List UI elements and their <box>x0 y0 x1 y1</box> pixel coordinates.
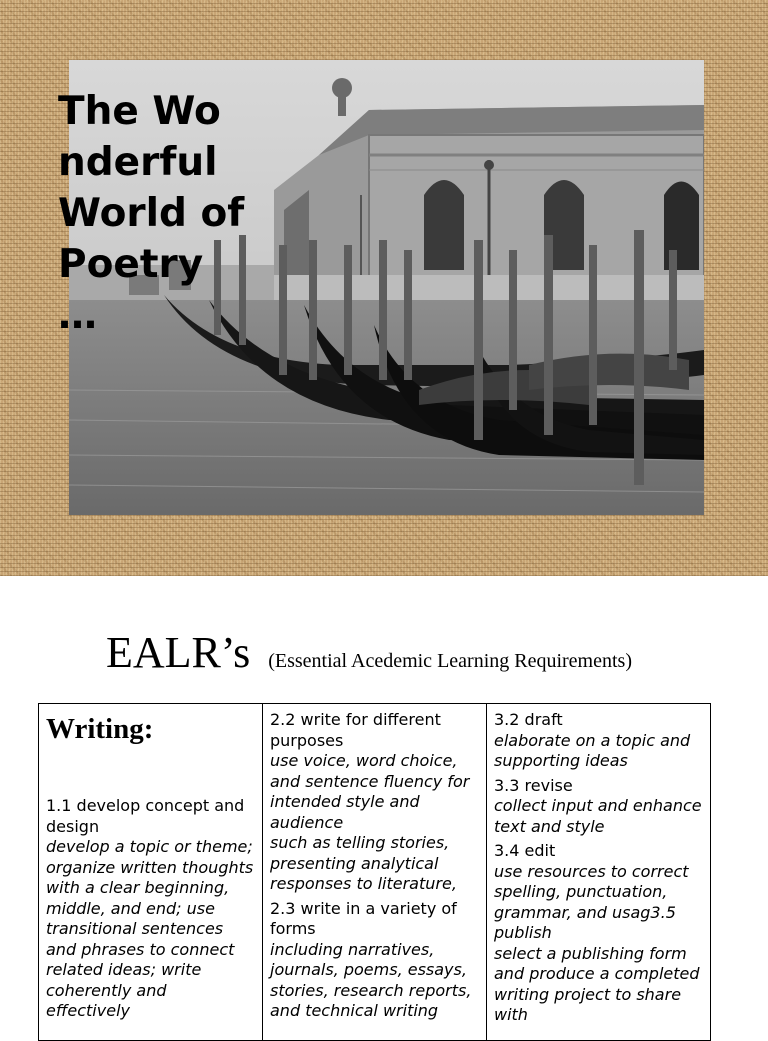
requirement-description: develop a topic or theme; organize written thoughts with a clear beginning, middle, and end; use transitional sentences and phrases to connect related ideas; write coherently and effectively <box>46 837 254 1020</box>
purposes-column <box>263 704 487 1041</box>
requirement-item <box>270 710 479 895</box>
requirement-item <box>494 710 703 772</box>
table-row <box>39 704 711 1041</box>
requirement-item <box>494 841 703 1026</box>
ealr-heading <box>106 627 632 678</box>
requirement-code: 2.3 write in a variety of forms <box>270 898 457 938</box>
requirement-item <box>270 899 479 1022</box>
requirement-description: use voice, word choice, and sentence fluency for intended style and audience <box>270 751 470 832</box>
requirement-code: 3.4 edit <box>494 841 556 860</box>
requirement-code: 2.2 write for different purposes <box>270 710 441 750</box>
requirement-description: such as telling stories, presenting analytical responses to literature, <box>270 833 457 893</box>
requirement-code: 1.1 develop concept and design <box>46 796 245 836</box>
ealr-table <box>38 703 711 1041</box>
ealr-subtitle: (Essential Acedemic Learning Requirements) <box>268 650 632 672</box>
requirement-description: use resources to correct spelling, punctuation, grammar, and usag3.5 publish <box>494 861 689 942</box>
requirement-description: select a publishing form and produce a completed writing project to share with <box>494 943 700 1024</box>
requirement-code: 3.3 revise <box>494 775 573 795</box>
requirement-item <box>46 796 255 1022</box>
requirement-description: including narratives, journals, poems, essays, stories, research reports, and technical writing <box>270 939 472 1020</box>
requirement-item <box>494 776 703 838</box>
ealr-title: EALR’s <box>106 628 251 677</box>
requirement-code: 3.2 draft <box>494 710 563 729</box>
slide-title: The Wonderful World of Poetry … <box>58 89 245 338</box>
process-column <box>487 704 711 1041</box>
writing-heading: Writing: <box>46 713 154 745</box>
requirement-description: collect input and enhance text and style <box>494 796 702 836</box>
writing-column <box>39 704 263 1041</box>
requirement-description: elaborate on a topic and supporting ideas <box>494 730 691 770</box>
